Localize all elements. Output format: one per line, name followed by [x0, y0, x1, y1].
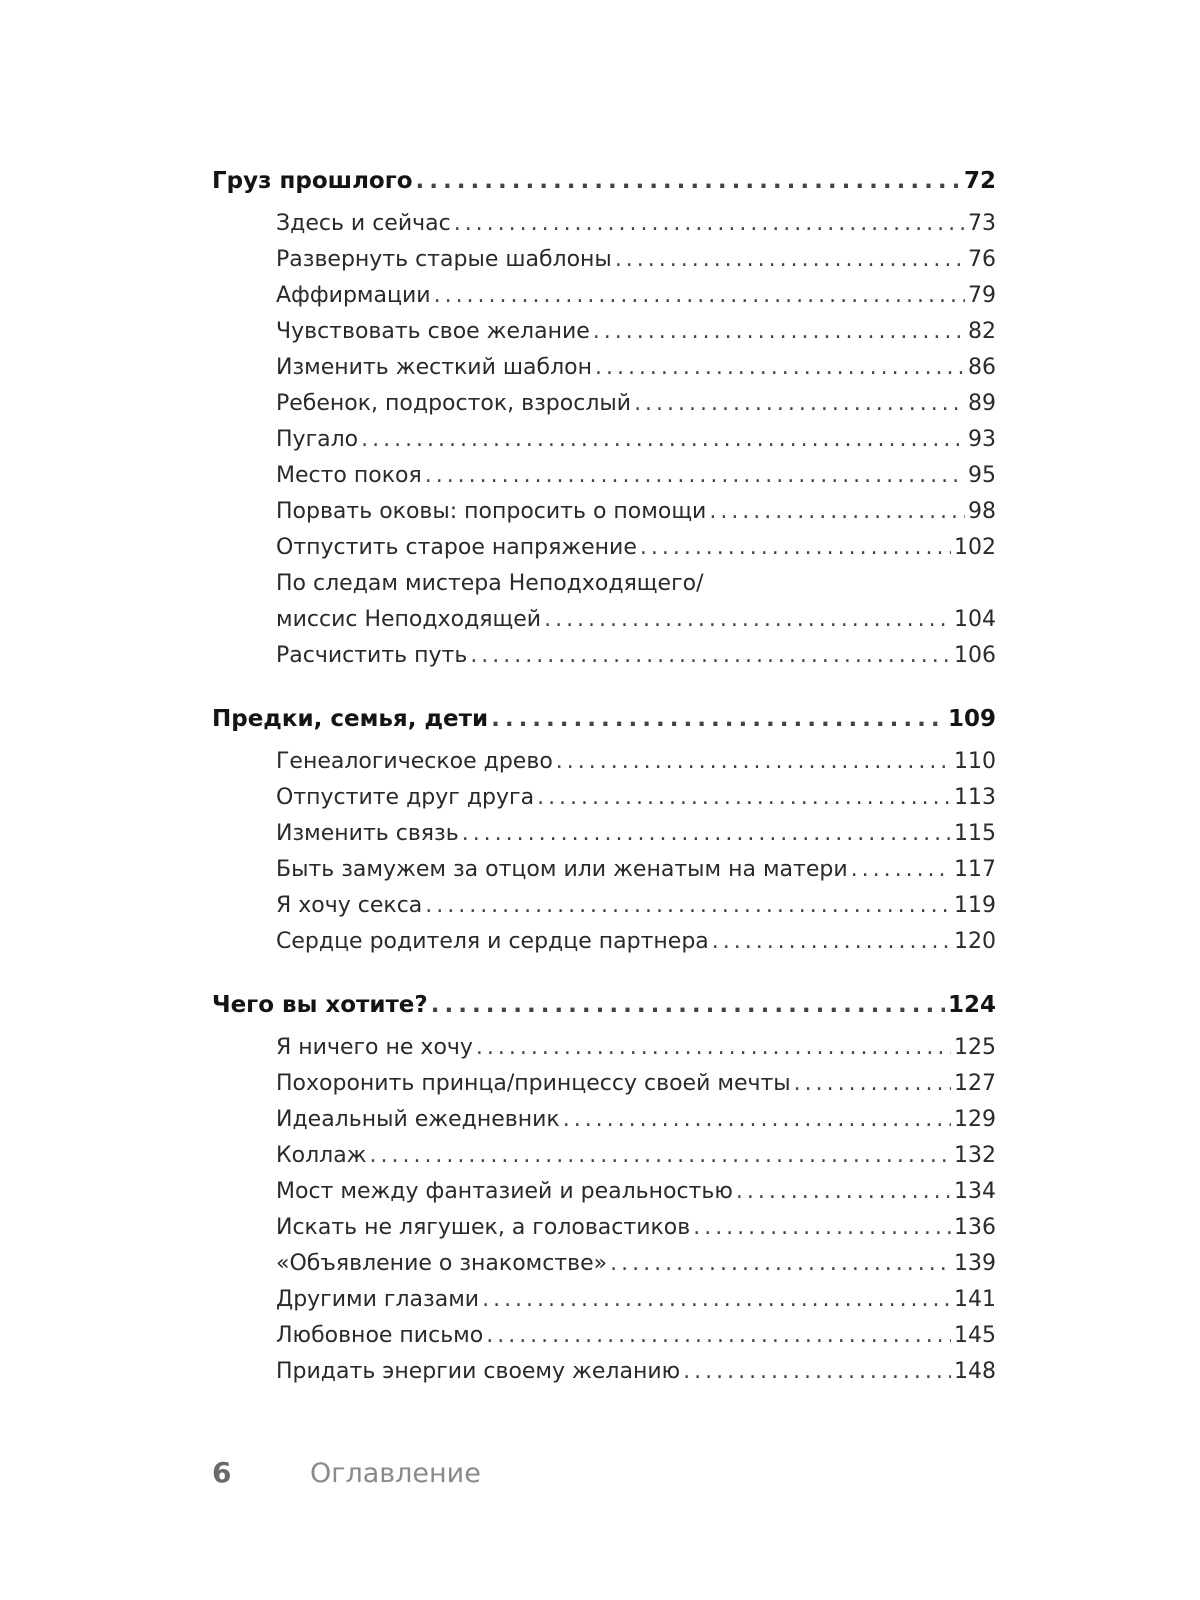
entry-page-number: 113 — [954, 785, 996, 810]
toc-entry-second-line[interactable] — [276, 602, 996, 638]
entry-title: Сердце родителя и сердце партнера — [276, 929, 709, 954]
dot-leader — [486, 1318, 951, 1354]
chapter-entry[interactable] — [212, 696, 996, 742]
toc-entry[interactable] — [276, 386, 996, 422]
toc-entry[interactable] — [276, 1318, 996, 1354]
dot-leader — [425, 458, 965, 494]
entry-title: Изменить связь — [276, 821, 459, 846]
entry-title: Отпустить старое напряжение — [276, 535, 637, 560]
entry-page-number: 89 — [968, 391, 996, 416]
toc-entry[interactable] — [276, 530, 996, 566]
toc-entry[interactable] — [276, 1102, 996, 1138]
entry-page-number: 136 — [954, 1215, 996, 1240]
dot-leader — [454, 206, 965, 242]
entry-title: «Объявление о знакомстве» — [276, 1251, 608, 1276]
entry-page-number: 127 — [954, 1071, 996, 1096]
entry-page-number: 102 — [954, 535, 996, 560]
toc-section — [212, 158, 996, 674]
toc-entry[interactable] — [276, 278, 996, 314]
entry-title: Ребенок, подросток, взрослый — [276, 391, 632, 416]
entry-page-number: 132 — [954, 1143, 996, 1168]
entry-page-number: 145 — [954, 1323, 996, 1348]
entry-page-number: 117 — [954, 857, 996, 882]
toc-section — [212, 982, 996, 1390]
entry-title: Здесь и сейчас — [276, 211, 451, 236]
chapter-title: Груз прошлого — [212, 168, 413, 194]
entry-page-number: 82 — [968, 319, 996, 344]
entry-page-number: 125 — [954, 1035, 996, 1060]
chapter-page-number: 72 — [963, 168, 996, 194]
entry-page-number: 148 — [954, 1359, 996, 1384]
entry-page-number: 134 — [954, 1179, 996, 1204]
entry-page-number: 104 — [954, 607, 996, 632]
entry-title: Я ничего не хочу — [276, 1035, 473, 1060]
dot-leader — [794, 1066, 951, 1102]
dot-leader — [491, 696, 945, 742]
dot-leader — [593, 314, 965, 350]
toc-section — [212, 696, 996, 960]
dot-leader — [425, 888, 951, 924]
chapter-title: Чего вы хотите? — [212, 992, 428, 1018]
running-title: Оглавление — [310, 1458, 481, 1489]
dot-leader — [370, 1138, 951, 1174]
entry-title: Похоронить принца/принцессу своей мечты — [276, 1071, 791, 1096]
dot-leader — [640, 530, 951, 566]
dot-leader — [563, 1102, 951, 1138]
entry-page-number: 139 — [954, 1251, 996, 1276]
dot-leader — [434, 278, 965, 314]
entry-page-number: 115 — [954, 821, 996, 846]
entry-title: Чувствовать свое желание — [276, 319, 590, 344]
entry-title: Изменить жесткий шаблон — [276, 355, 592, 380]
entry-page-number: 95 — [968, 463, 996, 488]
entry-title: Место покоя — [276, 463, 422, 488]
chapter-page-number: 109 — [947, 706, 996, 732]
dot-leader — [544, 602, 951, 638]
toc-entry[interactable] — [276, 924, 996, 960]
page-footer — [212, 1456, 481, 1489]
toc-entry[interactable] — [276, 1030, 996, 1066]
entry-title: Пугало — [276, 427, 359, 452]
toc-entry[interactable] — [276, 852, 996, 888]
dot-leader — [361, 422, 965, 458]
toc-entry[interactable] — [276, 350, 996, 386]
entry-title: Мост между фантазией и реальностью — [276, 1179, 733, 1204]
dot-leader — [615, 242, 965, 278]
dot-leader — [476, 1030, 951, 1066]
entry-title: Идеальный ежедневник — [276, 1107, 560, 1132]
dot-leader — [851, 852, 951, 888]
entry-page-number: 110 — [954, 749, 996, 774]
entry-title: миссис Неподходящей — [276, 607, 542, 632]
dot-leader — [610, 1246, 951, 1282]
toc-entry[interactable] — [276, 1246, 996, 1282]
entry-title: Любовное письмо — [276, 1323, 484, 1348]
entry-title: Отпустите друг друга — [276, 785, 535, 810]
entry-page-number: 76 — [968, 247, 996, 272]
entry-title: Генеалогическое древо — [276, 749, 553, 774]
toc-entry[interactable] — [276, 494, 996, 530]
dot-leader — [709, 494, 965, 530]
toc-entry[interactable] — [276, 1066, 996, 1102]
toc-entry[interactable] — [276, 638, 996, 674]
toc-entry[interactable] — [276, 422, 996, 458]
entry-title: Развернуть старые шаблоны — [276, 247, 612, 272]
entry-page-number: 119 — [954, 893, 996, 918]
toc-entry[interactable] — [276, 242, 996, 278]
entry-page-number: 79 — [968, 283, 996, 308]
toc-entry[interactable] — [276, 314, 996, 350]
toc-entry[interactable] — [276, 816, 996, 852]
toc-entry[interactable] — [276, 206, 996, 242]
entry-title-line1: По следам мистера Неподходящего/ — [276, 571, 704, 596]
page-number: 6 — [212, 1456, 232, 1489]
toc-entry[interactable] — [276, 458, 996, 494]
dot-leader — [736, 1174, 951, 1210]
entry-page-number: 129 — [954, 1107, 996, 1132]
entry-title: Другими глазами — [276, 1287, 480, 1312]
dot-leader — [470, 638, 951, 674]
chapter-entry[interactable] — [212, 158, 996, 204]
entry-title: Аффирмации — [276, 283, 431, 308]
entry-page-number: 106 — [954, 643, 996, 668]
dot-leader — [712, 924, 951, 960]
entry-page-number: 86 — [968, 355, 996, 380]
entry-page-number: 93 — [968, 427, 996, 452]
toc-entry[interactable] — [276, 780, 996, 816]
entry-title: Искать не лягушек, а головастиков — [276, 1215, 691, 1240]
table-of-contents — [212, 158, 996, 1390]
entry-title: Придать энергии своему желанию — [276, 1359, 681, 1384]
dot-leader — [556, 744, 951, 780]
dot-leader — [693, 1210, 951, 1246]
toc-entry[interactable] — [276, 1354, 996, 1390]
entry-page-number: 73 — [968, 211, 996, 236]
dot-leader — [431, 982, 945, 1028]
entry-title: Расчистить путь — [276, 643, 468, 668]
entry-page-number: 120 — [954, 929, 996, 954]
toc-entry[interactable] — [276, 888, 996, 924]
toc-entry-first-line[interactable] — [276, 566, 996, 602]
chapter-entry[interactable] — [212, 982, 996, 1028]
dot-leader — [537, 780, 951, 816]
entry-page-number: 98 — [968, 499, 996, 524]
dot-leader — [683, 1354, 951, 1390]
dot-leader — [462, 816, 951, 852]
toc-entry[interactable] — [276, 1174, 996, 1210]
toc-entry[interactable] — [276, 1282, 996, 1318]
chapter-page-number: 124 — [947, 992, 996, 1018]
toc-entry[interactable] — [276, 744, 996, 780]
entry-title: Я хочу секса — [276, 893, 423, 918]
entry-title: Порвать оковы: попросить о помощи — [276, 499, 707, 524]
entry-title: Коллаж — [276, 1143, 367, 1168]
dot-leader — [482, 1282, 951, 1318]
dot-leader — [416, 158, 961, 204]
dot-leader — [634, 386, 965, 422]
chapter-title: Предки, семья, дети — [212, 706, 489, 732]
dot-leader — [595, 350, 965, 386]
entry-title: Быть замужем за отцом или женатым на матери — [276, 857, 848, 882]
toc-entry[interactable] — [276, 1210, 996, 1246]
entry-page-number: 141 — [954, 1287, 996, 1312]
toc-entry[interactable] — [276, 1138, 996, 1174]
